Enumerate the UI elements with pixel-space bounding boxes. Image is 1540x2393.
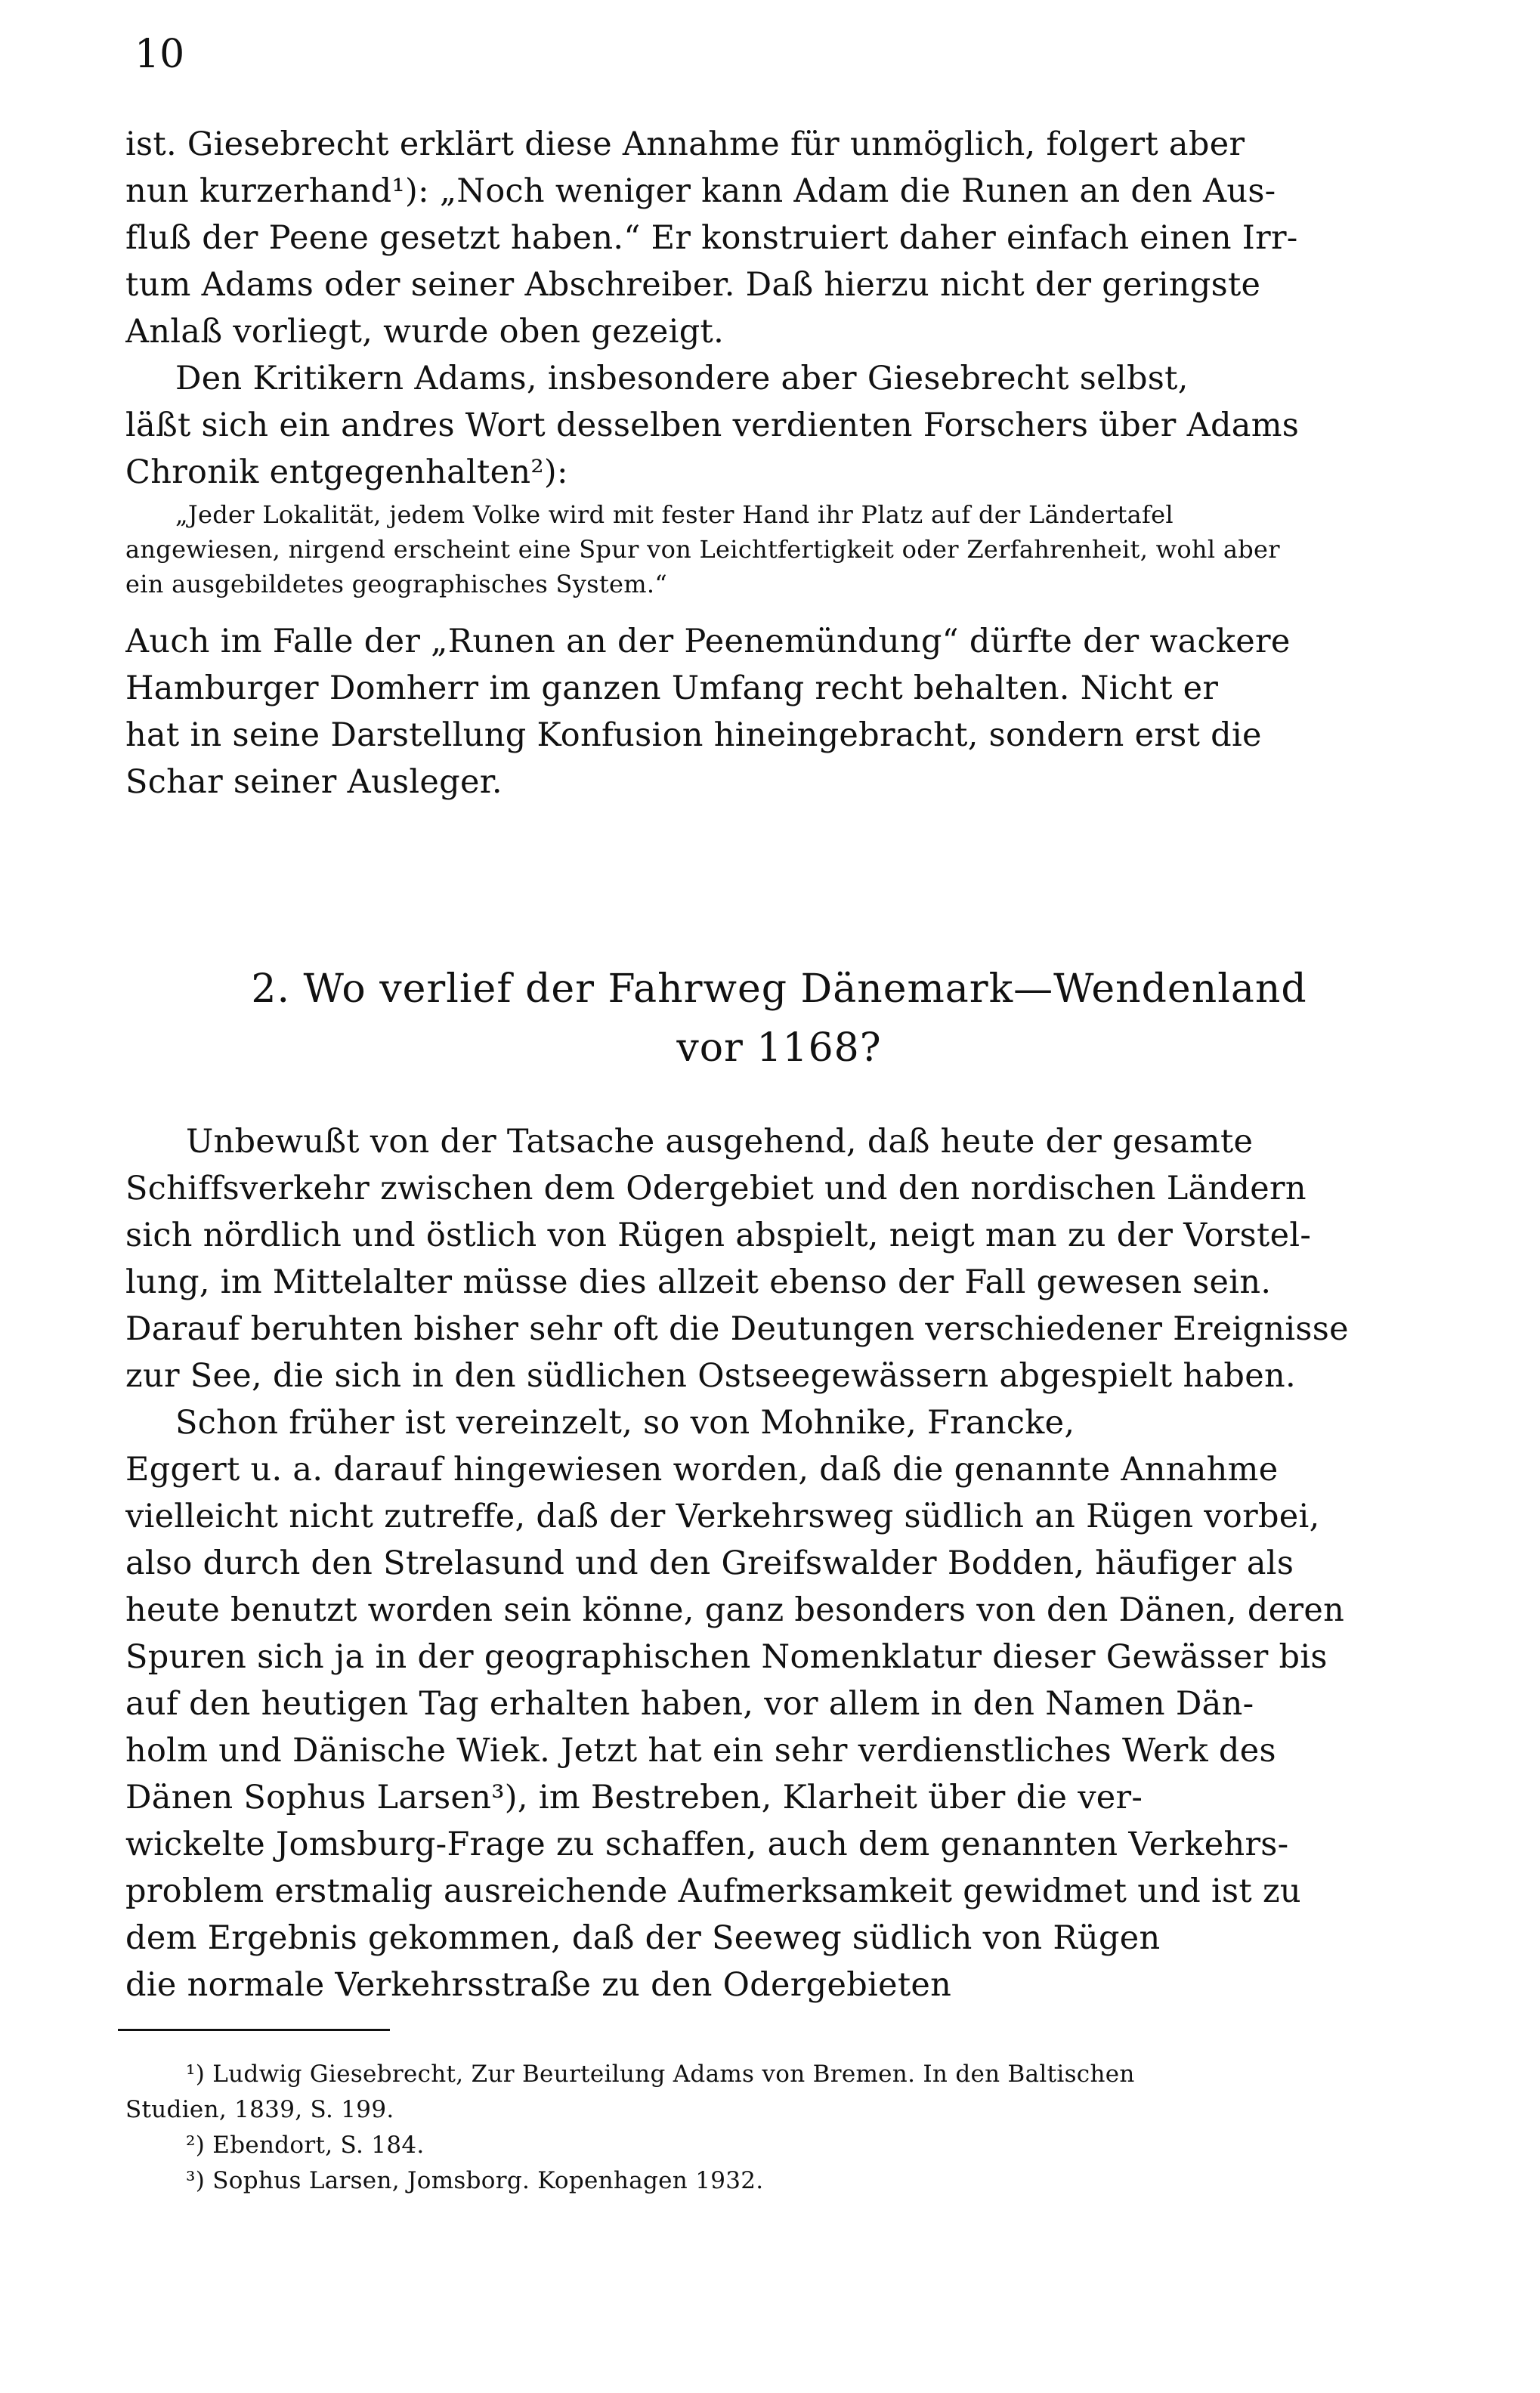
paragraph-3 (125, 618, 1433, 805)
text-line: wickelte Jomsburg-Frage zu schaffen, auch dem genannten Verkehrs- (125, 1826, 1289, 1863)
text-line: Hamburger Domherr im ganzen Umfang recht behalten. Nicht er (125, 669, 1219, 707)
block-quote (125, 497, 1433, 601)
text-line: also durch den Strelasund und den Greifswalder Bodden, häufiger als (125, 1544, 1294, 1582)
text-line: Darauf beruhten bisher sehr oft die Deutungen verschiedener Ereignisse (125, 1310, 1349, 1348)
text-line: ist. Giesebrecht erklärt diese Annahme für unmöglich, folgert aber (125, 125, 1245, 163)
paragraph-5 (125, 1399, 1433, 2008)
quote-line: „Jeder Lokalität, jedem Volke wird mit fester Hand ihr Platz auf der Ländertafel (175, 500, 1174, 529)
quote-line: ein ausgebildetes geographisches System.“ (125, 570, 668, 598)
text-line: sich nördlich und östlich von Rügen abspielt, neigt man zu der Vorstel- (125, 1217, 1312, 1254)
text-line: problem erstmalig ausreichende Aufmerksamkeit gewidmet und ist zu (125, 1872, 1301, 1910)
text-line: Den Kritikern Adams, insbesondere aber Giesebrecht selbst, (175, 360, 1189, 397)
page-number: 10 (135, 32, 185, 77)
text-line: Dänen Sophus Larsen³), im Bestreben, Klarheit über die ver- (125, 1779, 1143, 1816)
footnote-separator (118, 2029, 390, 2031)
text-line: Schiffsverkehr zwischen dem Odergebiet und den nordischen Ländern (125, 1170, 1307, 1207)
text-line: läßt sich ein andres Wort desselben verdienten Forschers über Adams (125, 407, 1300, 444)
text-line: dem Ergebnis gekommen, daß der Seeweg südlich von Rügen (125, 1919, 1161, 1957)
text-line: die normale Verkehrsstraße zu den Odergebieten (125, 1966, 952, 2004)
heading-line: vor 1168? (676, 1025, 882, 1071)
text-line: Anlaß vorliegt, wurde oben gezeigt. (125, 313, 725, 351)
text-line: lung, im Mittelalter müsse dies allzeit ebenso der Fall gewesen sein. (125, 1263, 1272, 1301)
text-line: auf den heutigen Tag erhalten haben, vor allem in den Namen Dän- (125, 1685, 1254, 1723)
text-line: Spuren sich ja in der geographischen Nomenklatur dieser Gewässer bis (125, 1638, 1328, 1676)
text-line: heute benutzt worden sein könne, ganz besonders von den Dänen, deren (125, 1591, 1345, 1629)
text-line: zur See, die sich in den südlichen Ostseegewässern abgespielt haben. (125, 1357, 1296, 1395)
text-line: Unbewußt von der Tatsache ausgehend, daß heute der gesamte (186, 1123, 1254, 1161)
section-heading (125, 960, 1433, 1077)
text-line: vielleicht nicht zutreffe, daß der Verkehrsweg südlich an Rügen vorbei, (125, 1498, 1320, 1535)
footnote-line: ²) Ebendort, S. 184. (186, 2132, 425, 2159)
text-line: nun kurzerhand¹): „Noch weniger kann Adam die Runen an den Aus- (125, 172, 1276, 210)
footnote-line: ¹) Ludwig Giesebrecht, Zur Beurteilung Adams von Bremen. In den Baltischen (186, 2061, 1135, 2088)
text-line: holm und Dänische Wiek. Jetzt hat ein sehr verdienstliches Werk des (125, 1732, 1276, 1770)
footnote-line: Studien, 1839, S. 199. (125, 2096, 394, 2123)
text-line: Schon früher ist vereinzelt, so von Mohnike, Francke, (175, 1404, 1075, 1442)
text-line: Auch im Falle der „Runen an der Peenemündung“ dürfte der wackere (125, 623, 1291, 660)
paragraph-2 (125, 355, 1433, 496)
text-line: Chronik entgegenhalten²): (125, 453, 568, 491)
footnote-line: ³) Sophus Larsen, Jomsborg. Kopenhagen 1932. (186, 2167, 764, 2194)
footnotes (125, 2057, 1433, 2199)
text-line: Eggert u. a. darauf hingewiesen worden, daß die genannte Annahme (125, 1451, 1279, 1489)
text-line: fluß der Peene gesetzt haben.“ Er konstruiert daher einfach einen Irr- (125, 219, 1298, 257)
paragraph-4 (125, 1118, 1433, 1399)
paragraph-1 (125, 121, 1433, 355)
text-line: hat in seine Darstellung Konfusion hineingebracht, sondern erst die (125, 716, 1262, 754)
quote-line: angewiesen, nirgend erscheint eine Spur von Leichtfertigkeit oder Zerfahrenheit, wohl aber (125, 535, 1280, 564)
heading-line: 2. Wo verlief der Fahrweg Dänemark—Wendenland (251, 966, 1307, 1012)
text-line: Schar seiner Ausleger. (125, 763, 503, 801)
text-line: tum Adams oder seiner Abschreiber. Daß hierzu nicht der geringste (125, 266, 1261, 304)
